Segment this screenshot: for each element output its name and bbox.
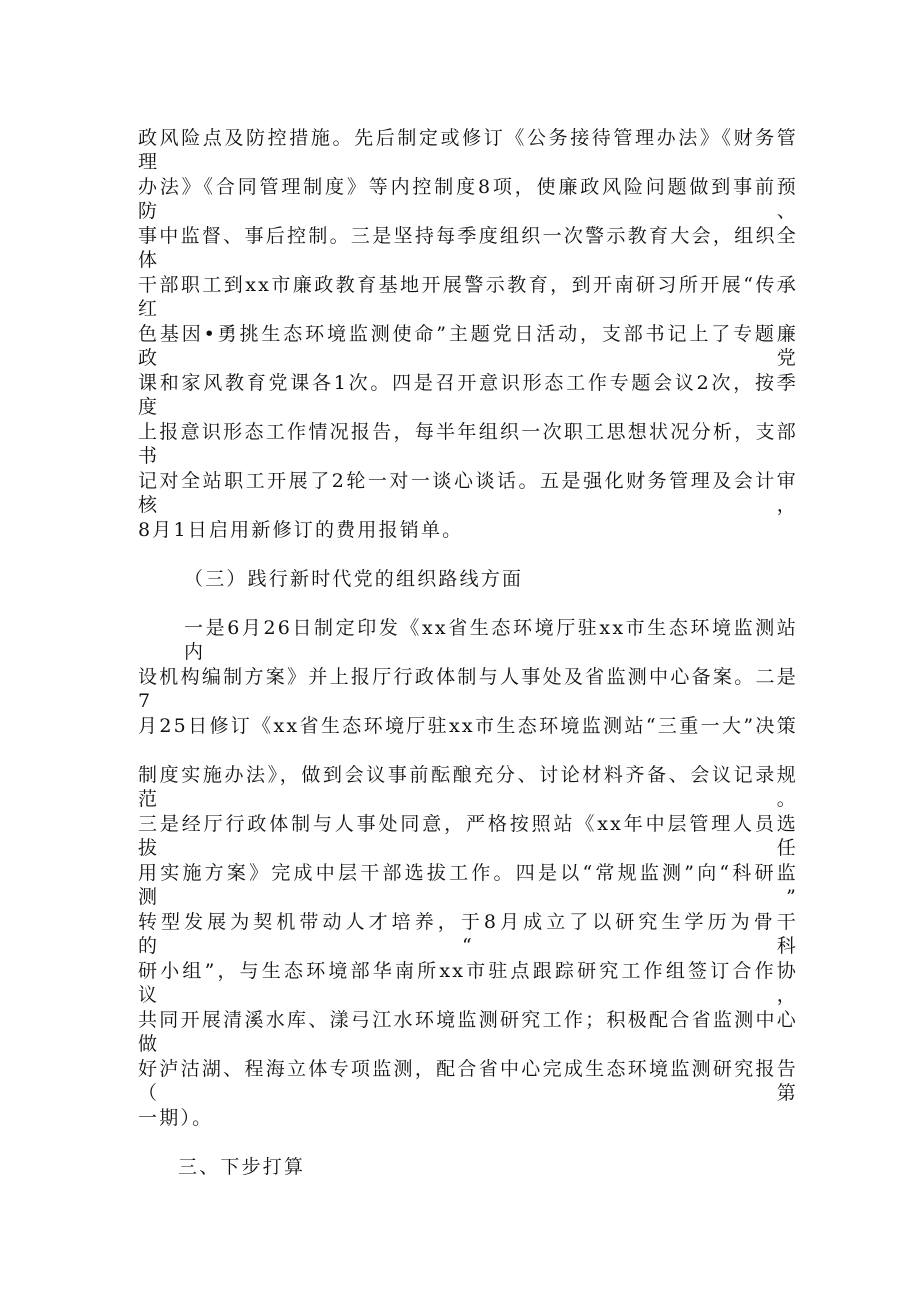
section-heading: 三、下步打算	[178, 1156, 306, 1178]
paragraph-line: 课和家风教育党课各1次。四是召开意识形态工作专题会议2次，按季度	[138, 372, 798, 418]
paragraph-line: 8月1日启用新修订的费用报销单。	[138, 519, 464, 541]
paragraph-line: 共同开展清溪水库、漾弓江水环境监测研究工作；积极配合省监测中心做	[138, 1009, 798, 1055]
section-heading: （三）践行新时代党的组织路线方面	[184, 568, 524, 590]
paragraph-line: 色基因•勇挑生态环境监测使命”主题党日活动，支部书记上了专题廉政党	[138, 323, 798, 369]
paragraph-line: 记对全站职工开展了2轮一对一谈心谈话。五是强化财务管理及会计审核，	[138, 470, 798, 516]
paragraph-line: 一是6月26日制定印发《xx省生态环境厅驻xx市生态环境监测站内	[184, 617, 798, 663]
paragraph-line: 研小组”，与生态环境部华南所xx市驻点跟踪研究工作组签订合作协议，	[138, 960, 798, 1006]
paragraph-line: 政风险点及防控措施。先后制定或修订《公务接待管理办法》《财务管理	[138, 127, 798, 173]
paragraph-line: 用实施方案》完成中层干部选拔工作。四是以“常规监测”向“科研监测”	[138, 862, 798, 908]
paragraph-line: 事中监督、事后控制。三是坚持每季度组织一次警示教育大会，组织全体	[138, 225, 798, 271]
paragraph-line: 好泸沽湖、程海立体专项监测，配合省中心完成生态环境监测研究报告（第	[138, 1058, 798, 1104]
paragraph-line: 转型发展为契机带动人才培养，于8月成立了以研究生学历为骨干的“科	[138, 911, 798, 957]
paragraph-line: 制度实施办法》，做到会议事前酝酿充分、讨论材料齐备、会议记录规范。	[138, 764, 798, 810]
paragraph-line: 上报意识形态工作情况报告，每半年组织一次职工思想状况分析，支部书	[138, 421, 798, 467]
paragraph-line: 月25日修订《xx省生态环境厅驻xx市生态环境监测站“三重一大”决策	[138, 715, 798, 737]
paragraph-line: 设机构编制方案》并上报厅行政体制与人事处及省监测中心备案。二是7	[138, 666, 798, 712]
paragraph-line: 干部职工到xx市廉政教育基地开展警示教育，到开南研习所开展“传承红	[138, 274, 798, 320]
paragraph-line: 一期）。	[138, 1107, 214, 1129]
paragraph-line: 三是经厅行政体制与人事处同意，严格按照站《xx年中层管理人员选拔任	[138, 813, 798, 859]
paragraph-line: 办法》《合同管理制度》等内控制度8项，使廉政风险问题做到事前预防、	[138, 176, 798, 222]
